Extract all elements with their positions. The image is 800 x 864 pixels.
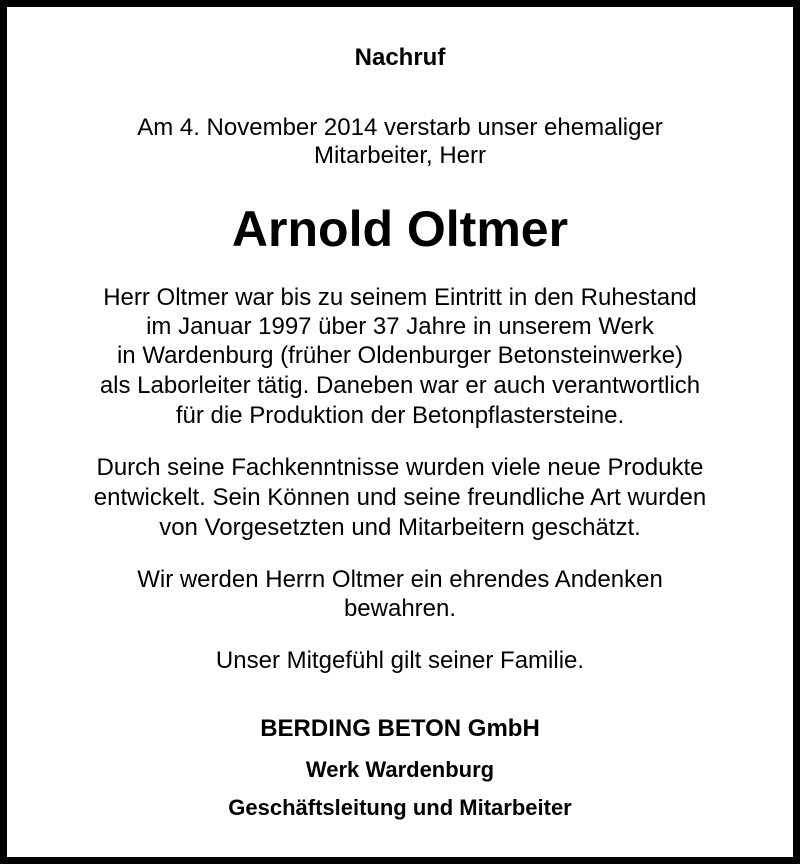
paragraph1-line-5: für die Produktion der Betonpflastersteine. [175,402,625,429]
paragraph1-line-4: als Laborleiter tätig. Daneben war er auch verantwortlich [99,372,701,399]
signature-plant: Werk Wardenburg [305,757,495,782]
paragraph1-line-3: in Wardenburg (früher Oldenburger Betonsteinwerke) [116,342,684,369]
intro-line-1: Am 4. November 2014 verstarb unser ehemaliger [137,114,663,141]
signature-team: Geschäftsleitung und Mitarbeiter [228,795,572,820]
paragraph1-line-1: Herr Oltmer war bis zu seinem Eintritt in den Ruhestand [103,284,697,311]
paragraph2-line-1: Durch seine Fachkenntnisse wurden viele neue Produkte [96,454,704,481]
paragraph2-line-3: von Vorgesetzten und Mitarbeitern geschätzt. [159,514,641,541]
paragraph4: Unser Mitgefühl gilt seiner Familie. [215,647,585,674]
intro-line-2: Mitarbeiter, Herr [313,142,487,169]
deceased-name: Arnold Oltmer [231,201,569,257]
paragraph3-line-1: Wir werden Herrn Oltmer ein ehrendes Andenken [137,566,663,593]
paragraph3-line-2: bewahren. [343,595,457,622]
notice-heading: Nachruf [354,44,446,71]
signature-company: BERDING BETON GmbH [260,715,540,742]
paragraph1-line-2: im Januar 1997 über 37 Jahre in unserem Werk [146,313,654,340]
paragraph2-line-2: entwickelt. Sein Können und seine freundliche Art wurden [93,484,707,511]
